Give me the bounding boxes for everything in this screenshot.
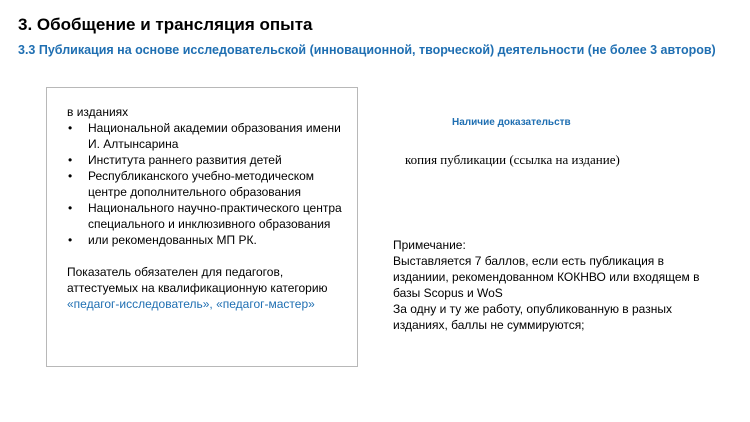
remark-line-1: Выставляется 7 баллов, если есть публикация в изданиии, рекомендованном КОКНВО или входящем в базы Scopus и WoS	[393, 254, 700, 300]
page-title: 3. Обобщение и трансляция опыта	[18, 15, 313, 34]
section-subtitle: 3.3 Публикация на основе исследовательской (инновационной, творческой) деятельности (не более 3 авторов)	[18, 43, 716, 57]
list-item	[67, 152, 347, 168]
evidence-text: копия публикации (ссылка на издание)	[405, 152, 620, 167]
criteria-box	[46, 87, 358, 367]
list-item-text: или рекомендованных МП РК.	[88, 233, 257, 247]
list-item	[67, 200, 347, 232]
list-item	[67, 168, 347, 200]
list-item	[67, 120, 347, 152]
list-item	[67, 232, 347, 248]
remark-label: Примечание:	[393, 238, 466, 252]
evidence-title: Наличие доказательств	[452, 117, 571, 128]
remark-line-2: За одну и ту же работу, опубликованную в разных изданиях, баллы не суммируются;	[393, 302, 672, 332]
remark-block	[393, 237, 713, 333]
criteria-note-highlight: «педагог-исследователь», «педагог-мастер»	[67, 297, 315, 311]
criteria-note-text: Показатель обязателен для педагогов, аттестуемых на квалификационную категорию	[67, 265, 328, 295]
bullet-icon: •	[68, 169, 73, 183]
bullet-icon: •	[68, 233, 73, 247]
bullet-icon: •	[68, 121, 73, 135]
bullet-icon: •	[68, 201, 73, 215]
list-item-text: Национального научно-практического центра специального и инклюзивного образования	[88, 201, 342, 231]
list-item-text: Республиканского учебно-методическом центре дополнительного образования	[88, 169, 315, 199]
list-item-text: Национальной академии образования имени И. Алтынсарина	[88, 121, 341, 151]
criteria-note	[67, 264, 347, 312]
bullet-icon: •	[68, 153, 73, 167]
criteria-intro: в изданиях	[67, 105, 129, 119]
list-item-text: Института раннего развития детей	[88, 153, 282, 167]
criteria-list	[67, 120, 347, 248]
